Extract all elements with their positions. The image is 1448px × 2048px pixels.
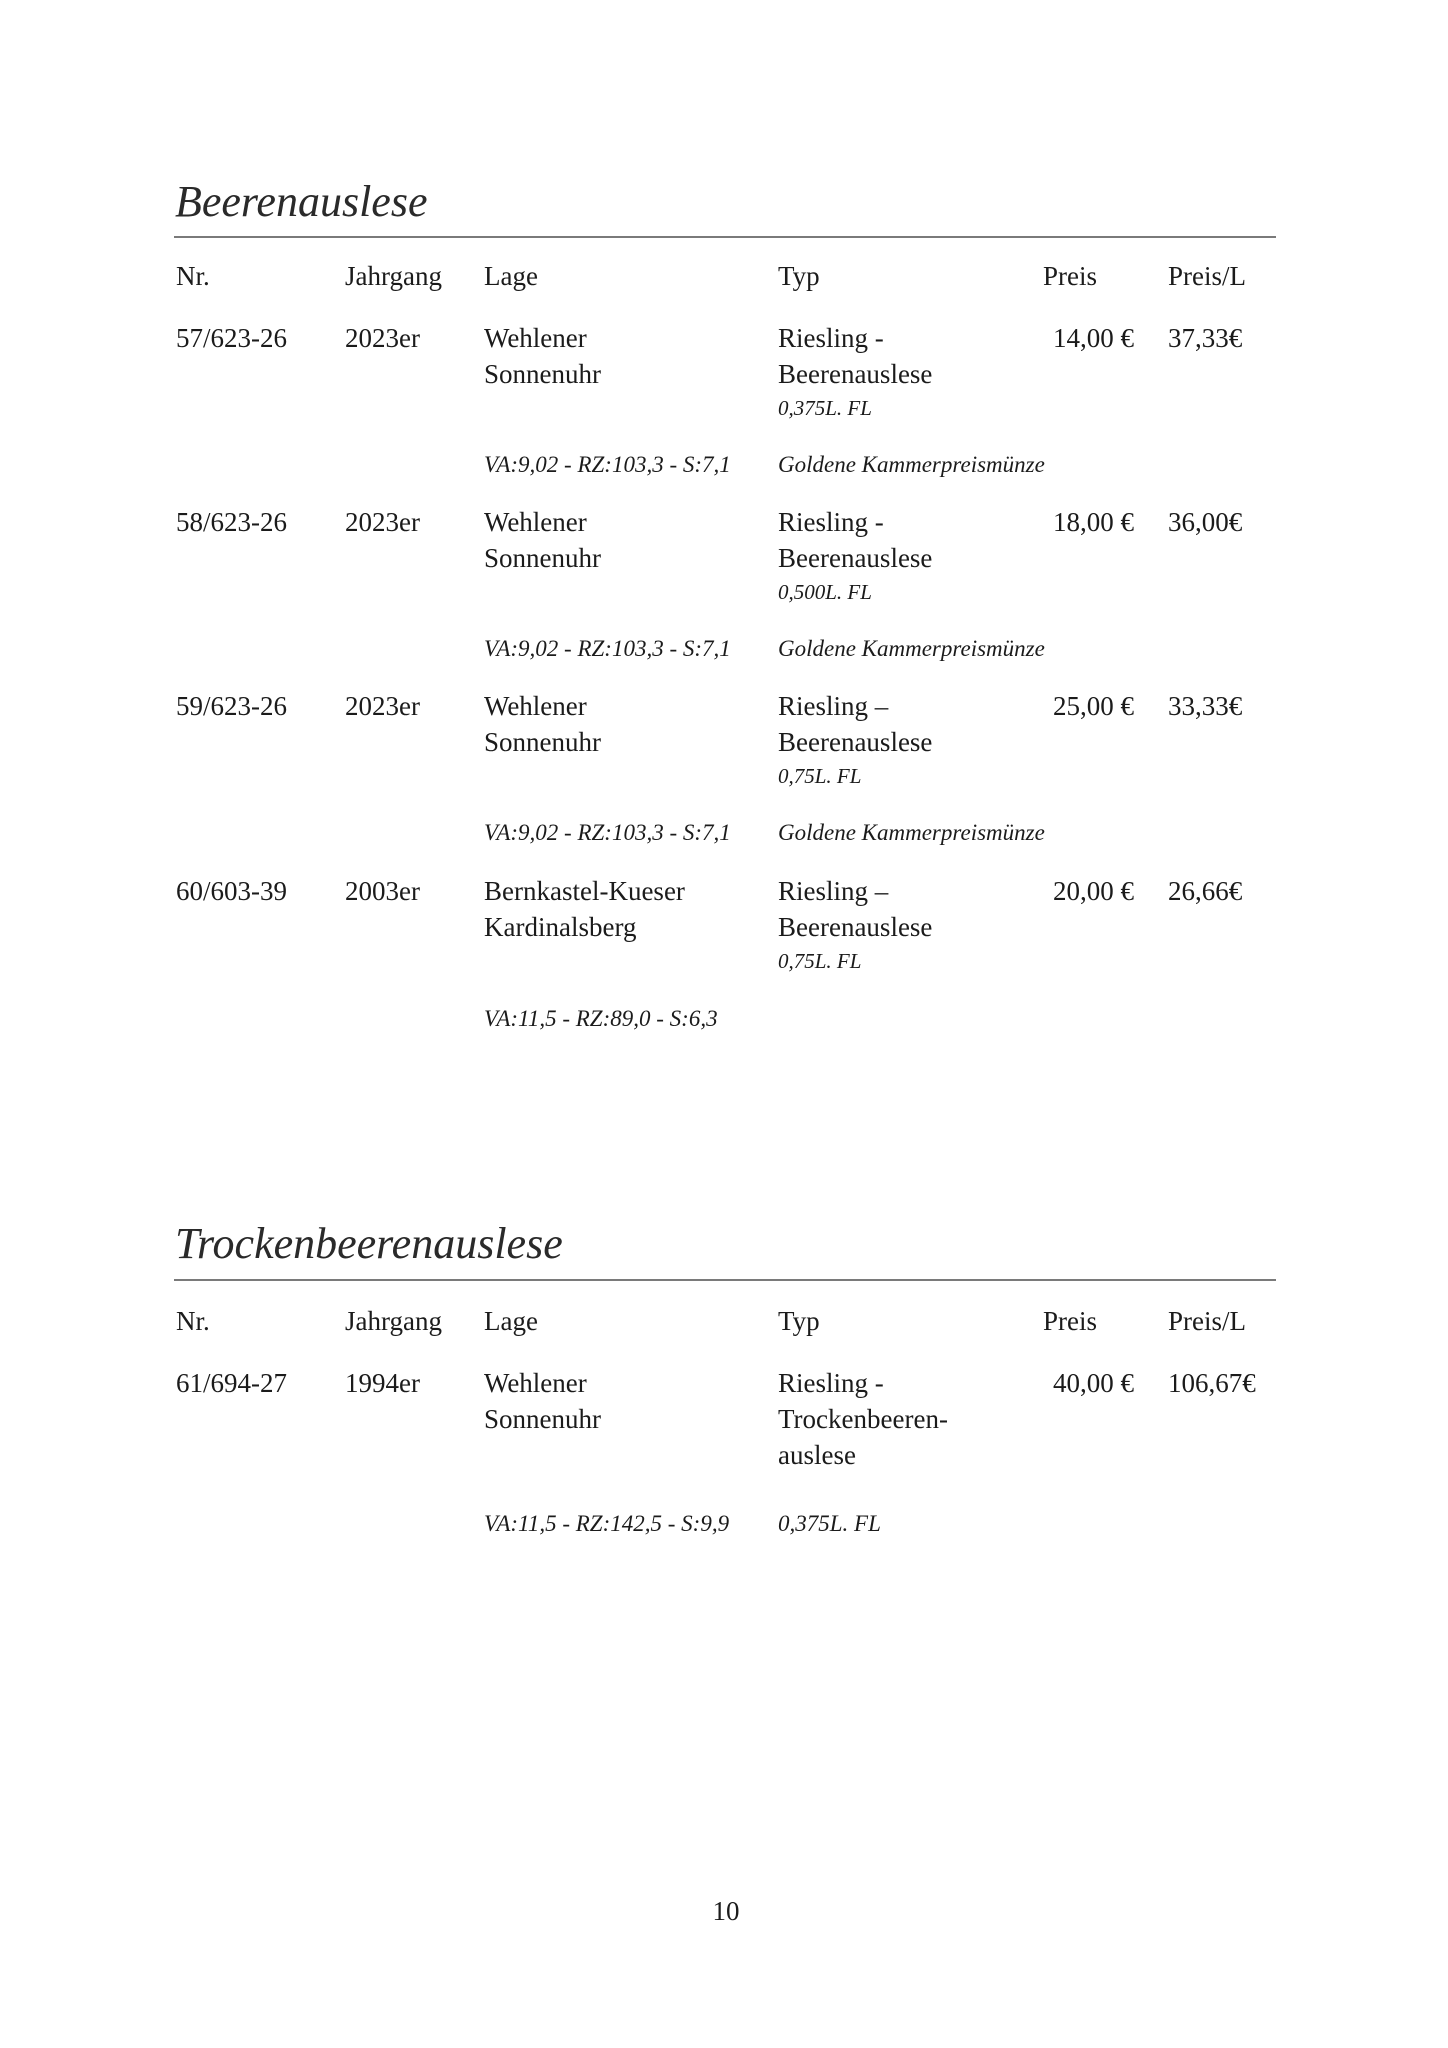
header-lage: Lage — [484, 261, 538, 291]
header-nr: Nr. — [176, 261, 210, 291]
cell-lage-line1: Wehlener — [484, 1368, 587, 1398]
cell-lage-line1: Wehlener — [484, 507, 587, 537]
cell-preis: 18,00 € — [1053, 507, 1134, 537]
cell-analysis: VA:9,02 - RZ:103,3 - S:7,1 — [484, 820, 731, 845]
page-number: 10 — [712, 1896, 740, 1926]
cell-jahrgang: 2003er — [345, 876, 420, 906]
cell-jahrgang: 1994er — [345, 1368, 420, 1398]
cell-nr: 58/623-26 — [176, 507, 287, 537]
cell-lage-line1: Bernkastel-Kueser — [484, 876, 685, 906]
cell-nr: 61/694-27 — [176, 1368, 287, 1398]
cell-typ-line1: Riesling – — [778, 691, 889, 721]
cell-award: Goldene Kammerpreismünze — [778, 820, 1045, 845]
cell-preis-per-liter: 106,67€ — [1168, 1368, 1256, 1398]
cell-lage-line1: Wehlener — [484, 691, 587, 721]
cell-lage-line2: Sonnenuhr — [484, 543, 601, 573]
cell-preis: 20,00 € — [1053, 876, 1134, 906]
cell-typ-line2: Beerenauslese — [778, 912, 933, 942]
cell-preis: 25,00 € — [1053, 691, 1134, 721]
section-title: Trockenbeerenauslese — [175, 1219, 563, 1268]
cell-bottle-size: 0,75L. FL — [778, 764, 862, 788]
cell-preis-per-liter: 26,66€ — [1168, 876, 1243, 906]
cell-lage-line2: Sonnenuhr — [484, 1404, 601, 1434]
header-nr: Nr. — [176, 1306, 210, 1336]
cell-nr: 59/623-26 — [176, 691, 287, 721]
cell-preis: 40,00 € — [1053, 1368, 1134, 1398]
cell-nr: 60/603-39 — [176, 876, 287, 906]
header-typ: Typ — [778, 261, 820, 291]
cell-typ-line2: Beerenauslese — [778, 543, 933, 573]
header-preis: Preis — [1043, 261, 1097, 291]
header-jahrgang: Jahrgang — [345, 261, 442, 291]
cell-typ-line2: Beerenauslese — [778, 359, 933, 389]
cell-lage-line2: Sonnenuhr — [484, 727, 601, 757]
cell-bottle-size: 0,375L. FL — [778, 396, 872, 420]
cell-preis-per-liter: 33,33€ — [1168, 691, 1243, 721]
header-preis-per-liter: Preis/L — [1168, 1306, 1246, 1336]
cell-typ-line1: Riesling – — [778, 876, 889, 906]
cell-typ-line3: auslese — [778, 1440, 856, 1470]
cell-typ-line2: Trockenbeeren- — [778, 1404, 948, 1434]
cell-lage-line1: Wehlener — [484, 323, 587, 353]
cell-preis: 14,00 € — [1053, 323, 1134, 353]
cell-bottle-size: 0,75L. FL — [778, 949, 862, 973]
header-preis-per-liter: Preis/L — [1168, 261, 1246, 291]
cell-award: Goldene Kammerpreismünze — [778, 636, 1045, 661]
cell-typ-line1: Riesling - — [778, 1368, 884, 1398]
cell-bottle-size: 0,500L. FL — [778, 580, 872, 604]
cell-jahrgang: 2023er — [345, 691, 420, 721]
cell-analysis: VA:11,5 - RZ:89,0 - S:6,3 — [484, 1006, 718, 1031]
cell-bottle-size: 0,375L. FL — [778, 1511, 881, 1536]
header-jahrgang: Jahrgang — [345, 1306, 442, 1336]
cell-analysis: VA:11,5 - RZ:142,5 - S:9,9 — [484, 1511, 730, 1536]
cell-jahrgang: 2023er — [345, 323, 420, 353]
section-title: Beerenauslese — [175, 177, 428, 226]
header-typ: Typ — [778, 1306, 820, 1336]
cell-lage-line2: Sonnenuhr — [484, 359, 601, 389]
cell-preis-per-liter: 36,00€ — [1168, 507, 1243, 537]
section-divider — [174, 1279, 1276, 1281]
cell-award: Goldene Kammerpreismünze — [778, 452, 1045, 477]
cell-analysis: VA:9,02 - RZ:103,3 - S:7,1 — [484, 452, 731, 477]
cell-jahrgang: 2023er — [345, 507, 420, 537]
section-divider — [174, 236, 1276, 238]
cell-typ-line2: Beerenauslese — [778, 727, 933, 757]
header-lage: Lage — [484, 1306, 538, 1336]
cell-nr: 57/623-26 — [176, 323, 287, 353]
cell-preis-per-liter: 37,33€ — [1168, 323, 1243, 353]
cell-lage-line2: Kardinalsberg — [484, 912, 637, 942]
cell-analysis: VA:9,02 - RZ:103,3 - S:7,1 — [484, 636, 731, 661]
header-preis: Preis — [1043, 1306, 1097, 1336]
cell-typ-line1: Riesling - — [778, 323, 884, 353]
cell-typ-line1: Riesling - — [778, 507, 884, 537]
